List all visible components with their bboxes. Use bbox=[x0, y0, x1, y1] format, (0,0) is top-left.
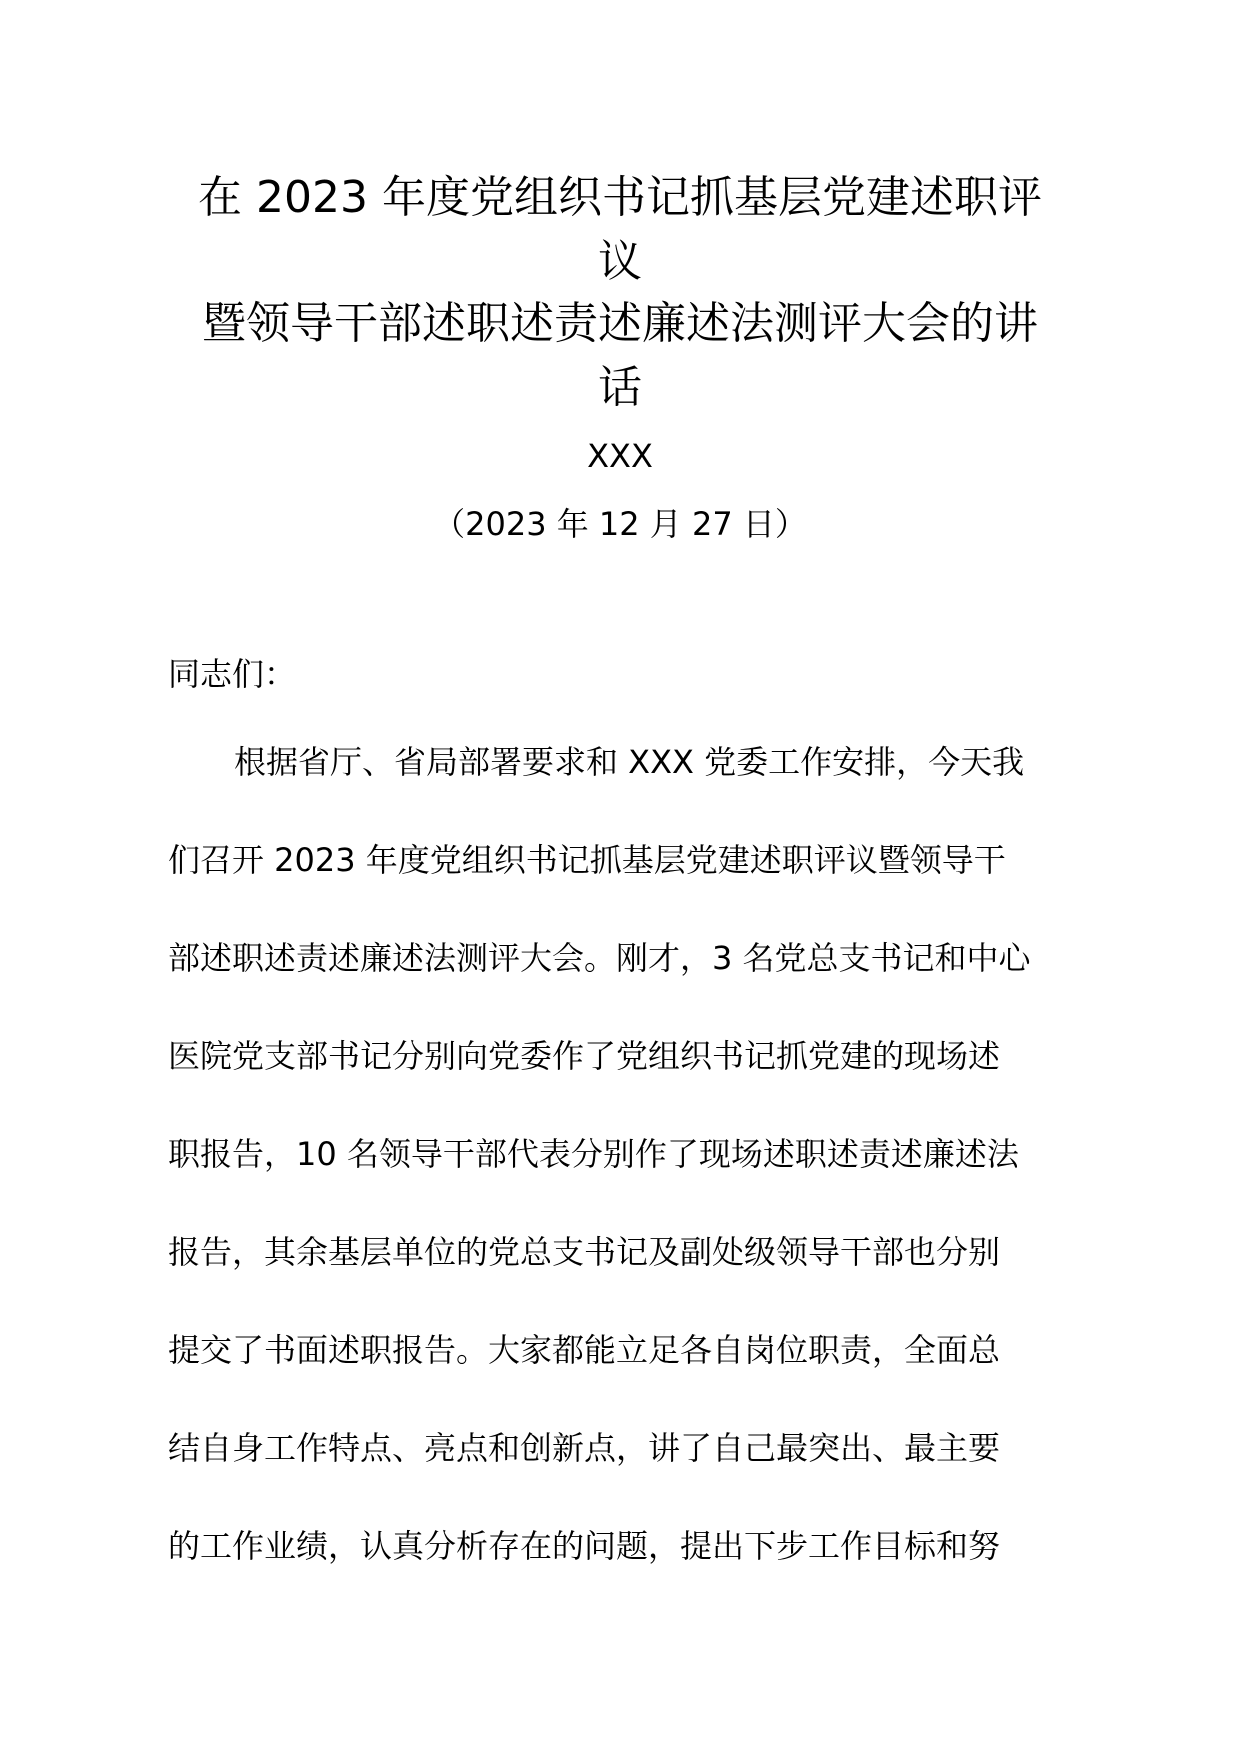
body-line: 结自身工作特点、亮点和创新点，讲了自己最突出、最主要 bbox=[168, 1429, 1001, 1467]
greeting: 同志们： bbox=[168, 655, 297, 693]
title-line-3: 暨领导干部述职述责述廉述法测评大会的讲 bbox=[202, 298, 1038, 349]
body-line: 职报告，10 名领导干部代表分别作了现场述职述责述廉述法 bbox=[168, 1135, 1019, 1173]
title-line-2: 议 bbox=[598, 236, 642, 287]
body-line: 提交了书面述职报告。大家都能立足各自岗位职责，全面总 bbox=[168, 1331, 1001, 1369]
author: XXX bbox=[587, 437, 653, 475]
body-line: 们召开 2023 年度党组织书记抓基层党建述职评议暨领导干 bbox=[168, 841, 1006, 879]
speech-date: （2023 年 12 月 27 日） bbox=[433, 505, 807, 543]
body-line: 医院党支部书记分别向党委作了党组织书记抓党建的现场述 bbox=[168, 1037, 1001, 1075]
body-line: 的工作业绩，认真分析存在的问题，提出下步工作目标和努 bbox=[168, 1527, 1001, 1565]
body-line: 根据省厅、省局部署要求和 XXX 党委工作安排，今天我 bbox=[234, 743, 1025, 781]
title-line-1: 在 2023 年度党组织书记抓基层党建述职评 bbox=[198, 172, 1042, 223]
title-line-4: 话 bbox=[598, 362, 642, 413]
body-line: 部述职述责述廉述法测评大会。刚才，3 名党总支书记和中心 bbox=[168, 939, 1031, 977]
body-line: 报告，其余基层单位的党总支书记及副处级领导干部也分别 bbox=[168, 1233, 1001, 1271]
